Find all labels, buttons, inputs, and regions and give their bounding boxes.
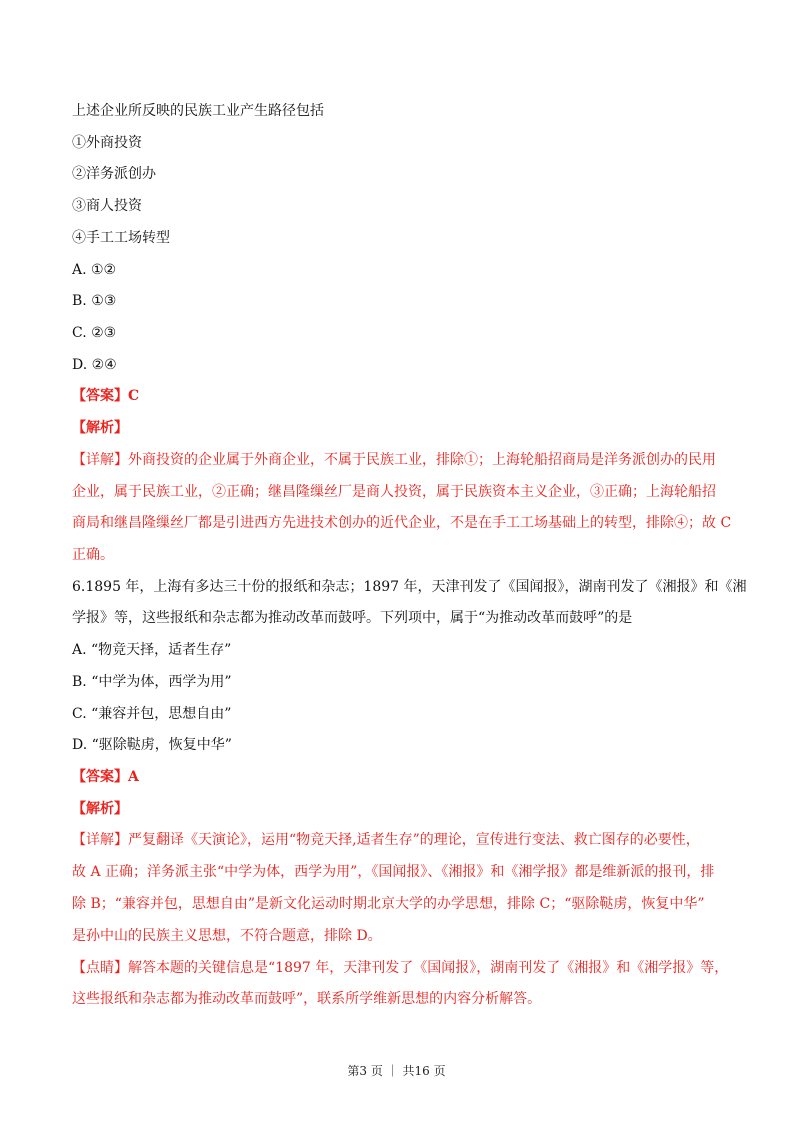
statement-1: ①外商投资 (72, 135, 142, 151)
option-a: A. “物竞天择，适者生存” (72, 642, 232, 658)
statement-2: ②洋务派创办 (72, 166, 156, 182)
question-5-stem: 上述企业所反映的民族工业产生路径包括 (72, 103, 324, 119)
option-c: C. ②③ (72, 325, 117, 341)
analysis-label: 【解析】 (72, 420, 128, 436)
detail-line: 商局和继昌隆缫丝厂都是引进西方先进技术创办的近代企业，不是在手工工场基础上的转型，排除④；故 C (72, 515, 732, 531)
question-6-stem: 学报》等，这些报纸和杂志都为推动改革而鼓呼。下列项中，属于“为推动改革而鼓呼”的是 (72, 610, 633, 626)
detail-line: 【详解】严复翻译《天演论》，运用“物竞天择,适者生存”的理论，宣传进行变法、救亡图存的必要性， (72, 832, 700, 848)
option-d: D. “驱除鞑虏，恢复中华” (72, 737, 232, 753)
option-a: A. ①② (72, 262, 117, 278)
option-c: C. “兼容并包，思想自由” (72, 706, 232, 722)
statement-3: ③商人投资 (72, 198, 142, 214)
page-footer: 第3 页 ｜ 共16 页 (347, 1064, 446, 1078)
answer-label: 【答案】C (72, 388, 140, 404)
tip-line: 【点睛】解答本题的关键信息是“1897 年，天津刊发了《国闻报》，湖南刊发了《湘报》和《湘学报》等， (72, 960, 729, 976)
detail-line: 故 A 正确；洋务派主张“中学为体，西学为用”，《国闻报》、《湘报》和《湘学报》都是维新派的报刊，排 (72, 864, 715, 880)
detail-line: 是孙中山的民族主义思想，不符合题意，排除 D。 (72, 928, 382, 944)
answer-label: 【答案】A (72, 769, 139, 785)
option-b: B. ①③ (72, 293, 117, 309)
detail-line: 【详解】外商投资的企业属于外商企业，不属于民族工业，排除①；上海轮船招商局是洋务派创办的民用 (72, 452, 716, 468)
tip-line: 这些报纸和杂志都为推动改革而鼓呼”，联系所学维新思想的内容分析解答。 (72, 991, 542, 1007)
option-b: B. “中学为体，西学为用” (72, 674, 232, 690)
question-6-stem: 6.1895 年，上海有多达三十份的报纸和杂志；1897 年，天津刊发了《国闻报》，湖南刊发了《湘报》和《湘 (72, 579, 747, 595)
detail-line: 除 B；“兼容并包，思想自由”是新文化运动时期北京大学的办学思想，排除 C；“驱除鞑虏，恢复中华” (72, 896, 705, 912)
option-d: D. ②④ (72, 357, 117, 373)
analysis-label: 【解析】 (72, 801, 128, 817)
detail-line: 企业，属于民族工业，②正确；继昌隆缫丝厂是商人投资，属于民族资本主义企业，③正确；上海轮船招 (72, 484, 716, 500)
statement-4: ④手工工场转型 (72, 230, 170, 246)
detail-line: 正确。 (72, 547, 114, 563)
